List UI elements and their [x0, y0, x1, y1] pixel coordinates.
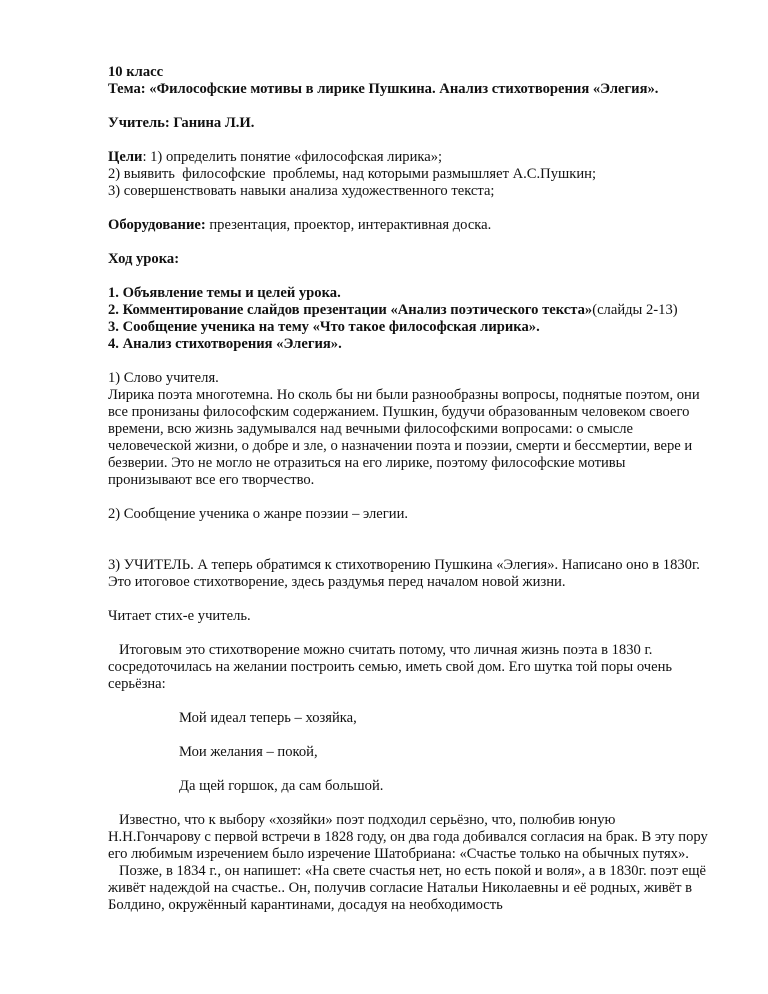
- goals-line-2: 2) выявить философские проблемы, над которыми размышляет А.С.Пушкин;: [108, 166, 597, 182]
- goals-line-1: [108, 149, 708, 166]
- verse-line-1: Мой идеал теперь – хозяйка,: [179, 710, 357, 726]
- plan-item-2: [108, 302, 708, 319]
- document-page: [108, 64, 712, 914]
- goals-line-3: 3) совершенствовать навыки анализа художественного текста;: [108, 183, 495, 199]
- topic-line: Тема: «Философские мотивы в лирике Пушкина. Анализ стихотворения «Элегия».: [108, 81, 659, 97]
- paragraph-later-years: Позже, в 1834 г., он напишет: «На свете счастья нет, но есть покой и воля», а в 1830г. поэт ещё живёт надеждой на счастье.. Он, получив согласие Натальи Николаевны и её родных, живёт в Болдино, окружённый карантинами, досадуя на необходимость: [108, 863, 710, 913]
- paragraph-final-poem: Итоговым это стихотворение можно считать потому, что личная жизнь поэта в 1830 г. сосредоточилась на желании построить семью, иметь свой дом. Его шутка той поры очень серьёзна:: [108, 642, 676, 692]
- plan-item-3: 3. Сообщение ученика на тему «Что такое философская лирика».: [108, 319, 540, 335]
- teacher-word-heading: 1) Слово учителя.: [108, 370, 219, 386]
- teacher-line: Учитель: Ганина Л.И.: [108, 115, 255, 131]
- equipment-text: презентация, проектор, интерактивная доска.: [205, 217, 492, 233]
- plan-item-2-slides: (слайды 2-13): [592, 302, 678, 318]
- grade-line: 10 класс: [108, 64, 164, 80]
- verse-line-2: Мои желания – покой,: [179, 744, 318, 760]
- paragraph-teacher-elegy: 3) УЧИТЕЛЬ. А теперь обратимся к стихотворению Пушкина «Элегия». Написано оно в 1830г. Это итоговое стихотворение, здесь раздумья перед началом новой жизни.: [108, 557, 700, 590]
- plan-item-1: 1. Объявление темы и целей урока.: [108, 285, 341, 301]
- paragraph-lyrics: Лирика поэта многотемна. Но сколь бы ни были разнообразны вопросы, поднятые поэтом, они все пронизаны философским содержанием. Пушкин, будучи образованным человеком своего времени, всю жизнь задумывался над вечными философскими вопросами: о смысле человеческой жизни, о добре и зле, о назначении поэта и поэзии, смерти и бессмертии, вере и безверии. Это не могло не отразиться на его лирике, поэтому философские мотивы пронизывают все его творчество.: [108, 387, 700, 488]
- paragraph-teacher-reads: Читает стих-е учитель.: [108, 608, 251, 624]
- goals-label: Цели: [108, 149, 143, 165]
- equipment-label: Оборудование:: [108, 217, 206, 233]
- plan-item-2-title: 2. Комментирование слайдов презентации «Анализ поэтического текста»: [108, 302, 593, 318]
- verse-line-3: Да щей горшок, да сам большой.: [179, 778, 384, 794]
- paragraph-housewife: Известно, что к выбору «хозяйки» поэт подходил серьёзно, что, полюбив юную Н.Н.Гончарову с первой встречи в 1828 году, он два года добивался согласия на брак. В эту пору его любимым изречением было изречение Шатобриана: «Счастье только на обычных путях».: [108, 812, 712, 862]
- equipment-line: [108, 217, 708, 234]
- plan-item-4: 4. Анализ стихотворения «Элегия».: [108, 336, 342, 352]
- lesson-plan-heading: Ход урока:: [108, 251, 180, 267]
- paragraph-student-report: 2) Сообщение ученика о жанре поэзии – элегии.: [108, 506, 409, 522]
- goals-line-1-text: : 1) определить понятие «философская лирика»;: [142, 149, 443, 165]
